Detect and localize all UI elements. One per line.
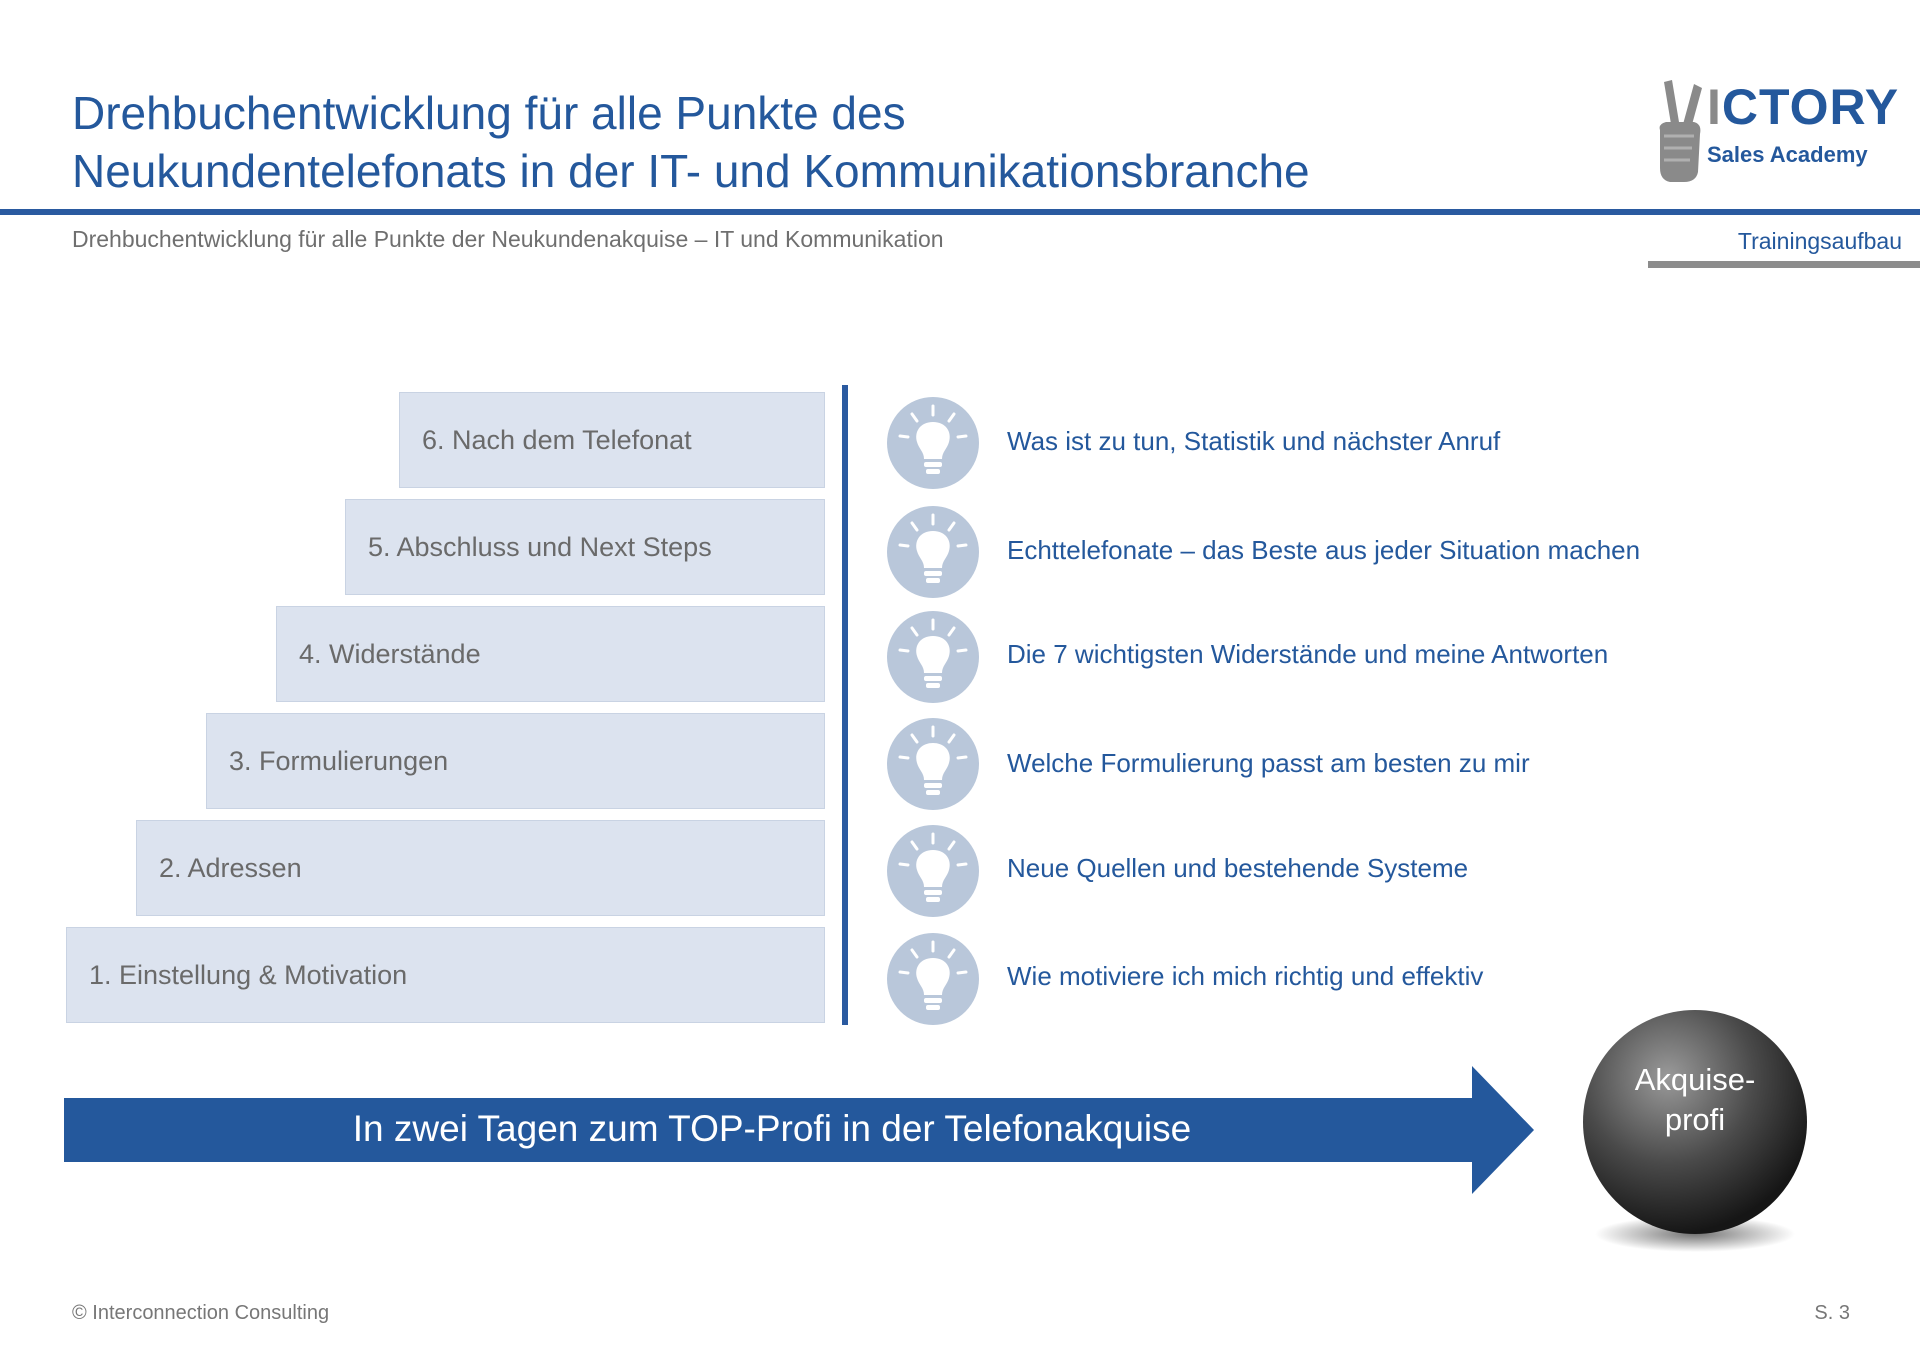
vertical-divider [842,385,848,1025]
lightbulb-icon [886,396,980,490]
step-2: 2. Adressen [136,820,825,916]
logo-brand: ICTORY [1707,79,1900,135]
detail-3: Welche Formulierung passt am besten zu mir [1007,748,1530,778]
lightbulb-icon [886,610,980,704]
step-5: 5. Abschluss und Next Steps [345,499,825,595]
lightbulb-icon [886,717,980,811]
goal-label: Akquise- profi [1634,1062,1756,1137]
section-label: Trainingsaufbau [1737,228,1902,254]
footer-copyright: © Interconnection Consulting [72,1302,330,1324]
step-4: 4. Widerstände [276,606,825,702]
detail-4: Die 7 wichtigsten Widerstände und meine Antworten [1007,639,1609,669]
detail-2: Neue Quellen und bestehende Systeme [1007,853,1469,883]
lightbulb-icon [886,505,980,599]
arrow-banner-text: In zwei Tagen zum TOP-Profi in der Telefonakquise [352,1108,1192,1149]
detail-5: Echttelefonate – das Beste aus jeder Situation machen [1007,535,1641,565]
detail-6: Was ist zu tun, Statistik und nächster Anruf [1007,426,1501,456]
title-line-1: Drehbuchentwicklung für alle Punkte des [72,87,906,139]
page-title [72,84,1572,200]
page-subtitle: Drehbuchentwicklung für alle Punkte der Neukundenakquise – IT und Kommunikation [72,226,944,252]
victory-hand-icon [1650,76,1710,186]
victory-logo [1650,76,1900,186]
section-underline [1648,261,1920,268]
logo-tagline: Sales Academy [1707,142,1868,167]
page-number: S. 3 [1814,1302,1850,1324]
lightbulb-icon [886,824,980,918]
step-6: 6. Nach dem Telefonat [399,392,825,488]
title-line-2: Neukundentelefonats in der IT- und Kommunikationsbranche [72,145,1310,197]
step-1: 1. Einstellung & Motivation [66,927,825,1023]
lightbulb-icon [886,932,980,1026]
step-3: 3. Formulierungen [206,713,825,809]
detail-1: Wie motiviere ich mich richtig und effektiv [1007,961,1484,991]
header-divider [0,209,1920,215]
